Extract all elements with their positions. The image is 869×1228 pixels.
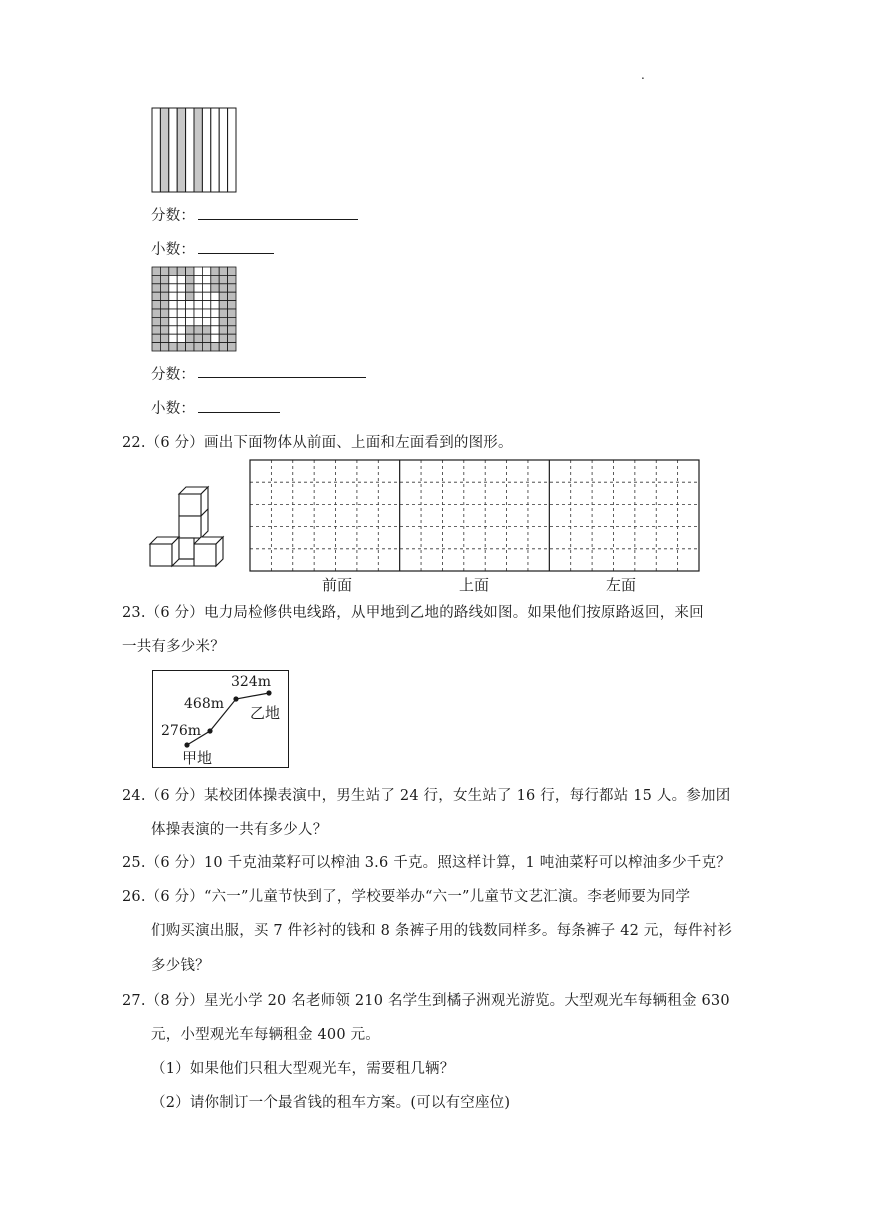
grid-cell — [211, 317, 219, 325]
grid-cell — [211, 343, 219, 351]
route-diagram — [152, 670, 289, 768]
q27-sub2: （2）请你制订一个最省钱的租车方案。(可以有空座位) — [151, 1095, 511, 1111]
fig1-fraction-label: 分数： — [151, 208, 196, 224]
grid-cell — [194, 309, 202, 317]
stripe-column — [219, 108, 227, 192]
grid-cell — [202, 309, 210, 317]
grid-cell — [152, 309, 160, 317]
stripe-column — [228, 108, 236, 192]
start-place: 甲地 — [182, 749, 213, 767]
label-top-view: 上面 — [459, 576, 490, 594]
grid-cell — [186, 343, 194, 351]
fig1-decimal-label: 小数： — [151, 242, 196, 258]
q24-line1: 24.（6 分）某校团体操表演中，男生站了 24 行，女生站了 16 行，每行都站 15 人。参加团 — [122, 788, 731, 804]
fig2-fraction-label: 分数： — [151, 367, 196, 383]
fig2-decimal-label: 小数： — [151, 401, 196, 417]
seg3-length: 324m — [231, 674, 271, 690]
grid-cell — [202, 292, 210, 300]
grid-cell — [152, 343, 160, 351]
grid-cell — [194, 275, 202, 283]
grid-cell — [160, 292, 168, 300]
grid-cell — [177, 317, 185, 325]
stripe-column — [211, 108, 219, 192]
q27-sub1: （1）如果他们只租大型观光车，需要租几辆？ — [151, 1061, 455, 1077]
grid-cell — [228, 317, 236, 325]
grid-cell — [228, 267, 236, 275]
grid-cell — [177, 292, 185, 300]
grid-cell — [152, 317, 160, 325]
q27-line1: 27.（8 分）星光小学 20 名老师领 210 名学生到橘子洲观光游览。大型观光车每辆租金 630 — [122, 993, 730, 1009]
grid-cell — [152, 275, 160, 283]
grid-cell — [211, 334, 219, 342]
grid-cell — [169, 334, 177, 342]
grid-cell — [228, 343, 236, 351]
grid-cell — [177, 284, 185, 292]
grid-cell — [160, 267, 168, 275]
grid-cell — [186, 284, 194, 292]
stripe-column — [202, 108, 210, 192]
grid-cell — [169, 275, 177, 283]
stripe-column — [152, 108, 160, 192]
grid-cell — [202, 284, 210, 292]
grid-cell — [160, 326, 168, 334]
q26-line1: 26.（6 分）“六一”儿童节快到了，学校要举办“六一”儿童节文艺汇演。李老师要为同学 — [122, 889, 691, 905]
grid-cell — [152, 334, 160, 342]
grid-cell — [169, 292, 177, 300]
grid-cell — [194, 267, 202, 275]
q27-line2: 元，小型观光车每辆租金 400 元。 — [151, 1027, 380, 1043]
grid-cell — [177, 301, 185, 309]
grid-cell — [177, 275, 185, 283]
grid-cell — [186, 309, 194, 317]
grid-cell — [169, 317, 177, 325]
grid-cell — [177, 309, 185, 317]
grid-cell — [211, 326, 219, 334]
stripe-column — [160, 108, 168, 192]
grid-cell — [211, 301, 219, 309]
q23-line1: 23.（6 分）电力局检修供电线路，从甲地到乙地的路线如图。如果他们按原路返回，来回 — [122, 605, 704, 621]
grid-cell — [219, 292, 227, 300]
grid-cell — [186, 334, 194, 342]
cubes-figure — [148, 482, 228, 570]
grid-cell — [160, 317, 168, 325]
grid-cell — [152, 292, 160, 300]
hundred-grid-figure — [151, 266, 237, 352]
grid-cell — [169, 284, 177, 292]
seg2-length: 468m — [184, 696, 224, 712]
grid-cell — [177, 334, 185, 342]
grid-cell — [194, 326, 202, 334]
grid-cell — [194, 301, 202, 309]
fig2-decimal-blank[interactable] — [198, 412, 280, 413]
grid-cell — [211, 284, 219, 292]
grid-cell — [169, 343, 177, 351]
fig1-decimal-blank[interactable] — [198, 253, 274, 254]
grid-cell — [160, 309, 168, 317]
grid-cell — [160, 343, 168, 351]
stripe-column — [194, 108, 202, 192]
grid-cell — [219, 326, 227, 334]
grid-cell — [228, 292, 236, 300]
grid-cell — [211, 292, 219, 300]
grid-cell — [194, 284, 202, 292]
grid-cell — [219, 317, 227, 325]
grid-cell — [194, 292, 202, 300]
grid-cell — [160, 301, 168, 309]
grid-cell — [152, 284, 160, 292]
stripe-column — [186, 108, 194, 192]
grid-cell — [202, 317, 210, 325]
q24-line2: 体操表演的一共有多少人？ — [151, 822, 328, 838]
grid-cell — [228, 326, 236, 334]
grid-cell — [177, 343, 185, 351]
grid-cell — [186, 292, 194, 300]
grid-cell — [202, 301, 210, 309]
label-left-view: 左面 — [606, 576, 637, 594]
q22-text: 22.（6 分）画出下面物体从前面、上面和左面看到的图形。 — [122, 435, 513, 451]
grid-cell — [219, 334, 227, 342]
grid-cell — [202, 334, 210, 342]
grid-cell — [186, 267, 194, 275]
grid-cell — [228, 284, 236, 292]
grid-cell — [202, 267, 210, 275]
grid-cell — [219, 343, 227, 351]
grid-cell — [160, 284, 168, 292]
grid-cell — [152, 267, 160, 275]
q25-line1: 25.（6 分）10 千克油菜籽可以榨油 3.6 千克。照这样计算，1 吨油菜籽可以榨油多少千克？ — [122, 855, 731, 871]
stripe-column — [169, 108, 177, 192]
end-place: 乙地 — [250, 704, 281, 722]
grid-cell — [219, 301, 227, 309]
grid-cell — [219, 267, 227, 275]
grid-cell — [219, 284, 227, 292]
grid-cell — [211, 309, 219, 317]
fraction-stripes-figure — [151, 107, 237, 193]
grid-cell — [219, 309, 227, 317]
grid-cell — [169, 301, 177, 309]
grid-cell — [160, 275, 168, 283]
grid-cell — [194, 334, 202, 342]
q26-line2: 们购买演出服，买 7 件衫衬的钱和 8 条裤子用的钱数同样多。每条裤子 42 元，每件衬衫 — [151, 923, 733, 939]
grid-cell — [160, 334, 168, 342]
grid-cell — [202, 326, 210, 334]
grid-cell — [202, 343, 210, 351]
grid-cell — [211, 275, 219, 283]
grid-cell — [228, 309, 236, 317]
grid-cell — [194, 317, 202, 325]
grid-cell — [186, 326, 194, 334]
grid-cell — [177, 267, 185, 275]
grid-cell — [219, 275, 227, 283]
grid-cell — [169, 267, 177, 275]
grid-cell — [169, 326, 177, 334]
grid-cell — [152, 301, 160, 309]
grid-cell — [228, 301, 236, 309]
grid-cell — [152, 326, 160, 334]
grid-cell — [186, 301, 194, 309]
views-drawing-grid[interactable] — [249, 459, 700, 573]
grid-cell — [202, 275, 210, 283]
grid-cell — [211, 267, 219, 275]
q23-line2: 一共有多少米？ — [122, 639, 225, 655]
grid-cell — [177, 326, 185, 334]
fig1-fraction-blank[interactable] — [198, 219, 358, 220]
q26-line3: 多少钱？ — [151, 958, 210, 974]
header-dot: . — [641, 68, 645, 82]
grid-cell — [228, 334, 236, 342]
grid-cell — [194, 343, 202, 351]
label-front-view: 前面 — [322, 576, 353, 594]
grid-cell — [186, 275, 194, 283]
grid-cell — [169, 309, 177, 317]
stripe-column — [177, 108, 185, 192]
grid-cell — [186, 317, 194, 325]
seg1-length: 276m — [161, 723, 201, 739]
fig2-fraction-blank[interactable] — [198, 377, 366, 378]
grid-cell — [228, 275, 236, 283]
